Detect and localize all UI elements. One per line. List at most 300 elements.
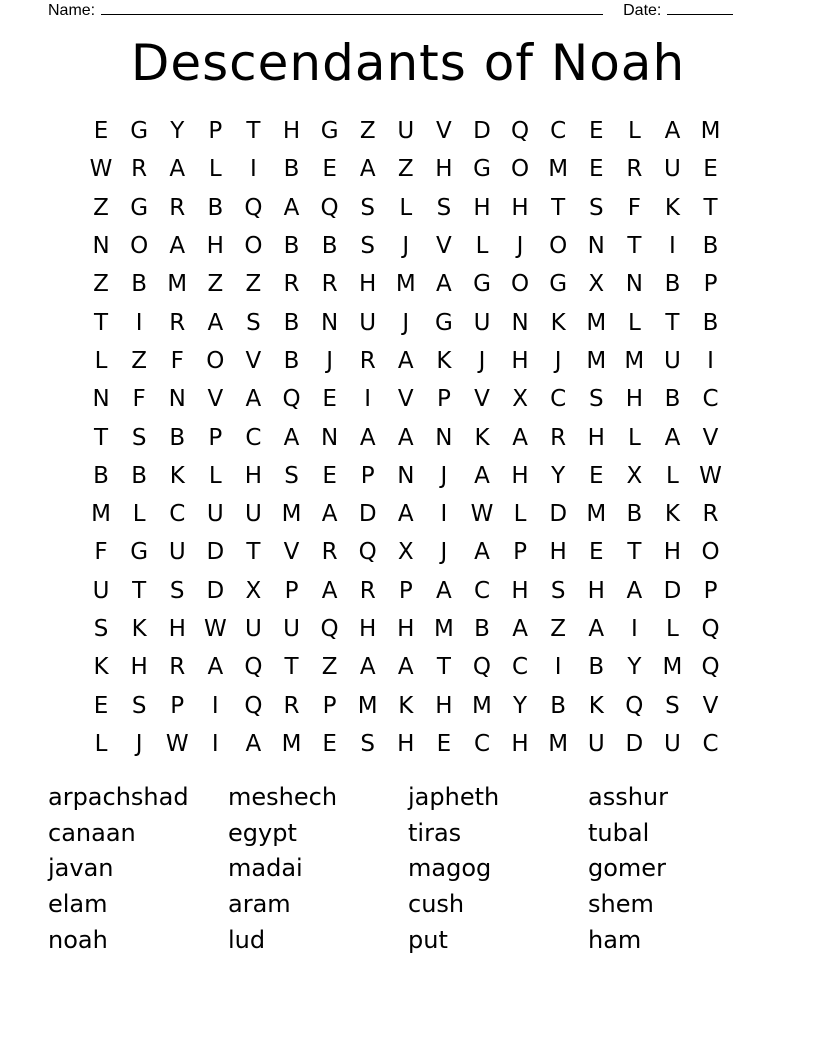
- grid-letter[interactable]: V: [436, 233, 452, 260]
- grid-letter[interactable]: Q: [320, 616, 339, 642]
- grid-letter[interactable]: Q: [282, 386, 301, 413]
- grid-letter[interactable]: S: [588, 194, 604, 221]
- grid-letter[interactable]: A: [169, 156, 186, 183]
- grid-letter[interactable]: U: [245, 501, 262, 528]
- grid-letter[interactable]: E: [93, 118, 109, 145]
- grid-letter[interactable]: T: [627, 233, 642, 260]
- grid-letter[interactable]: T: [246, 118, 261, 145]
- grid-letter[interactable]: I: [211, 730, 219, 757]
- grid-letter[interactable]: N: [435, 424, 453, 451]
- grid-letter[interactable]: Z: [245, 271, 262, 298]
- grid-letter[interactable]: M: [167, 271, 188, 298]
- grid-letter[interactable]: A: [359, 424, 376, 451]
- grid-letter[interactable]: P: [436, 386, 451, 413]
- grid-letter[interactable]: A: [474, 462, 490, 489]
- grid-letter[interactable]: H: [130, 654, 148, 681]
- grid-letter[interactable]: B: [131, 462, 148, 489]
- grid-letter[interactable]: Z: [550, 616, 567, 642]
- grid-letter[interactable]: M: [281, 730, 302, 757]
- grid-letter[interactable]: K: [93, 654, 109, 681]
- grid-letter[interactable]: P: [513, 539, 528, 566]
- grid-letter[interactable]: E: [588, 462, 604, 489]
- grid-letter[interactable]: R: [626, 156, 643, 183]
- grid-letter[interactable]: L: [208, 156, 222, 183]
- grid-letter[interactable]: M: [548, 730, 569, 757]
- grid-letter[interactable]: H: [282, 118, 301, 145]
- grid-letter[interactable]: R: [321, 539, 338, 566]
- grid-letter[interactable]: M: [433, 616, 454, 642]
- grid-letter[interactable]: I: [364, 386, 372, 413]
- grid-letter[interactable]: N: [321, 309, 339, 336]
- grid-letter[interactable]: C: [702, 730, 719, 757]
- grid-letter[interactable]: B: [550, 692, 567, 719]
- grid-letter[interactable]: T: [436, 654, 451, 681]
- grid-letter[interactable]: N: [625, 271, 643, 298]
- grid-letter[interactable]: N: [92, 233, 110, 260]
- date-blank-line[interactable]: [667, 0, 733, 15]
- grid-letter[interactable]: U: [587, 730, 605, 757]
- grid-letter[interactable]: R: [550, 424, 567, 451]
- grid-letter[interactable]: W: [89, 156, 113, 183]
- grid-letter[interactable]: R: [283, 692, 300, 719]
- grid-letter[interactable]: A: [359, 156, 376, 183]
- grid-letter[interactable]: E: [436, 730, 452, 757]
- grid-letter[interactable]: H: [397, 616, 415, 642]
- grid-letter[interactable]: H: [511, 194, 529, 221]
- grid-letter[interactable]: Z: [359, 118, 376, 145]
- grid-letter[interactable]: C: [702, 386, 719, 413]
- grid-letter[interactable]: V: [436, 118, 452, 145]
- word-bank-item: arpachshad: [48, 783, 189, 811]
- grid-letter[interactable]: O: [206, 347, 225, 374]
- grid-letter[interactable]: P: [398, 577, 413, 604]
- grid-letter[interactable]: U: [397, 118, 415, 145]
- grid-letter[interactable]: U: [168, 539, 186, 566]
- grid-letter[interactable]: N: [511, 309, 529, 336]
- grid-letter[interactable]: U: [664, 730, 681, 757]
- grid-letter[interactable]: T: [551, 194, 566, 221]
- grid-letter[interactable]: N: [168, 386, 186, 413]
- grid-letter[interactable]: E: [588, 118, 604, 145]
- grid-letter[interactable]: A: [207, 309, 224, 336]
- grid-letter[interactable]: O: [511, 156, 530, 183]
- grid-letter[interactable]: N: [92, 386, 110, 413]
- grid-letter[interactable]: W: [165, 730, 189, 757]
- grid-letter[interactable]: D: [663, 577, 682, 604]
- grid-letter[interactable]: H: [587, 577, 605, 604]
- grid-letter[interactable]: K: [474, 424, 490, 451]
- grid-letter[interactable]: V: [474, 386, 490, 413]
- grid-letter[interactable]: O: [244, 233, 263, 260]
- grid-letter[interactable]: L: [666, 462, 679, 489]
- grid-letter[interactable]: B: [702, 233, 719, 260]
- name-blank-line[interactable]: [101, 0, 603, 15]
- grid-letter[interactable]: I: [707, 347, 714, 374]
- grid-letter[interactable]: M: [662, 654, 683, 681]
- grid-letter[interactable]: L: [627, 424, 641, 451]
- grid-letter[interactable]: P: [322, 692, 337, 719]
- grid-letter[interactable]: U: [245, 616, 262, 642]
- grid-letter[interactable]: K: [588, 692, 604, 719]
- grid-letter[interactable]: Z: [397, 156, 414, 183]
- grid-letter[interactable]: M: [624, 347, 645, 374]
- grid-letter[interactable]: H: [511, 347, 529, 374]
- grid-letter[interactable]: P: [360, 462, 375, 489]
- grid-letter[interactable]: A: [436, 271, 452, 298]
- grid-letter[interactable]: G: [130, 118, 149, 145]
- grid-letter[interactable]: S: [360, 194, 375, 221]
- grid-letter[interactable]: G: [130, 194, 149, 221]
- grid-letter[interactable]: S: [665, 692, 680, 719]
- grid-letter[interactable]: Q: [472, 654, 492, 681]
- grid-row: [82, 342, 730, 380]
- grid-letter[interactable]: B: [664, 271, 681, 298]
- grid-letter[interactable]: H: [359, 616, 377, 642]
- grid-letter[interactable]: R: [702, 501, 719, 528]
- grid-letter[interactable]: S: [246, 309, 261, 336]
- grid-letter[interactable]: S: [169, 577, 185, 604]
- grid-letter[interactable]: E: [588, 156, 604, 183]
- grid-letter[interactable]: C: [550, 386, 567, 413]
- grid-letter[interactable]: N: [587, 233, 605, 260]
- grid-letter[interactable]: U: [206, 501, 224, 528]
- grid-letter[interactable]: K: [169, 462, 185, 489]
- grid-letter[interactable]: Z: [93, 271, 109, 298]
- grid-letter[interactable]: A: [512, 424, 528, 451]
- grid-letter[interactable]: D: [206, 539, 225, 566]
- grid-letter[interactable]: Y: [170, 118, 185, 145]
- grid-letter[interactable]: D: [549, 501, 568, 528]
- grid-letter[interactable]: Q: [244, 692, 263, 719]
- grid-letter[interactable]: Y: [513, 692, 528, 719]
- grid-letter[interactable]: L: [132, 501, 146, 528]
- grid-letter[interactable]: A: [664, 424, 681, 451]
- grid-letter[interactable]: U: [664, 347, 681, 374]
- grid-letter[interactable]: U: [283, 616, 300, 642]
- grid-letter[interactable]: B: [283, 347, 300, 374]
- grid-letter[interactable]: T: [132, 577, 147, 604]
- grid-letter[interactable]: F: [627, 194, 641, 221]
- grid-letter[interactable]: N: [321, 424, 339, 451]
- grid-letter[interactable]: U: [473, 309, 491, 336]
- grid-letter[interactable]: L: [627, 309, 641, 336]
- grid-letter[interactable]: X: [626, 462, 643, 489]
- word-bank-item: noah: [48, 925, 108, 954]
- grid-letter[interactable]: J: [478, 347, 486, 374]
- grid-letter[interactable]: V: [283, 539, 300, 566]
- grid-letter[interactable]: P: [703, 271, 718, 298]
- grid-letter[interactable]: Y: [627, 654, 642, 681]
- grid-letter[interactable]: A: [207, 654, 224, 681]
- grid-letter[interactable]: W: [699, 462, 722, 489]
- grid-letter[interactable]: A: [512, 616, 528, 642]
- grid-letter[interactable]: T: [246, 539, 261, 566]
- grid-letter[interactable]: A: [397, 424, 414, 451]
- grid-letter[interactable]: J: [440, 462, 448, 489]
- word-bank: [48, 780, 788, 958]
- grid-letter[interactable]: I: [669, 233, 676, 260]
- grid-letter[interactable]: K: [131, 616, 147, 642]
- grid-letter[interactable]: Q: [320, 194, 339, 221]
- grid-letter[interactable]: H: [244, 462, 263, 489]
- grid-letter[interactable]: R: [283, 271, 300, 298]
- grid-letter[interactable]: F: [94, 539, 108, 566]
- grid-letter[interactable]: J: [135, 730, 143, 757]
- grid-letter[interactable]: B: [626, 501, 643, 528]
- grid-letter[interactable]: D: [625, 730, 644, 757]
- grid-letter[interactable]: M: [91, 501, 111, 528]
- grid-letter[interactable]: A: [321, 577, 338, 604]
- grid-letter[interactable]: K: [664, 501, 680, 528]
- grid-letter[interactable]: P: [284, 577, 299, 604]
- grid-letter[interactable]: I: [250, 156, 257, 183]
- grid-letter[interactable]: D: [206, 577, 225, 604]
- grid-letter[interactable]: H: [511, 577, 529, 604]
- grid-letter[interactable]: M: [548, 156, 569, 183]
- grid-letter[interactable]: R: [169, 309, 186, 336]
- grid-letter[interactable]: S: [436, 194, 452, 221]
- grid-letter[interactable]: R: [169, 654, 186, 681]
- grid-letter[interactable]: Q: [244, 654, 263, 681]
- grid-letter[interactable]: H: [549, 539, 567, 566]
- grid-letter[interactable]: T: [284, 654, 299, 681]
- grid-letter[interactable]: E: [588, 539, 604, 566]
- grid-letter[interactable]: H: [359, 271, 377, 298]
- grid-letter[interactable]: Q: [358, 539, 377, 566]
- grid-letter[interactable]: P: [208, 424, 223, 451]
- grid-letter[interactable]: S: [550, 577, 566, 604]
- grid-letter[interactable]: T: [94, 309, 109, 336]
- grid-letter[interactable]: A: [626, 577, 643, 604]
- grid-letter[interactable]: D: [473, 118, 491, 145]
- grid-letter[interactable]: M: [586, 501, 607, 528]
- date-label: Date:: [623, 2, 662, 19]
- grid-letter[interactable]: I: [554, 654, 562, 681]
- grid-row: [82, 303, 730, 341]
- grid-letter[interactable]: G: [549, 271, 568, 298]
- grid-letter[interactable]: Z: [321, 654, 338, 681]
- grid-letter[interactable]: R: [359, 577, 376, 604]
- grid-letter[interactable]: T: [627, 539, 642, 566]
- grid-letter[interactable]: K: [436, 347, 452, 374]
- grid-letter[interactable]: H: [511, 462, 529, 489]
- grid-letter[interactable]: B: [664, 386, 681, 413]
- grid-letter[interactable]: B: [283, 233, 300, 260]
- grid-letter[interactable]: C: [512, 654, 529, 681]
- grid-letter[interactable]: G: [473, 271, 491, 298]
- grid-letter[interactable]: A: [245, 386, 262, 413]
- grid-letter[interactable]: B: [169, 424, 186, 451]
- grid-letter[interactable]: K: [398, 692, 414, 719]
- grid-letter[interactable]: M: [700, 118, 721, 145]
- grid-letter[interactable]: B: [93, 462, 109, 489]
- grid-letter[interactable]: I: [211, 692, 219, 719]
- grid-letter[interactable]: R: [359, 347, 376, 374]
- grid-letter[interactable]: S: [360, 233, 375, 260]
- grid-letter[interactable]: R: [131, 156, 148, 183]
- grid-letter[interactable]: B: [702, 309, 719, 336]
- grid-letter[interactable]: A: [588, 616, 605, 642]
- grid-letter[interactable]: A: [664, 118, 681, 145]
- grid-letter[interactable]: X: [512, 386, 528, 413]
- grid-letter[interactable]: W: [470, 501, 494, 528]
- grid-letter[interactable]: H: [435, 692, 453, 719]
- grid-letter[interactable]: M: [395, 271, 416, 298]
- grid-letter[interactable]: Y: [551, 462, 566, 489]
- grid-letter[interactable]: Z: [131, 347, 148, 374]
- grid-letter[interactable]: M: [281, 501, 302, 528]
- grid-letter[interactable]: H: [587, 424, 605, 451]
- grid-letter[interactable]: B: [321, 233, 338, 260]
- grid-letter[interactable]: G: [320, 118, 339, 145]
- grid-letter[interactable]: Z: [93, 194, 109, 221]
- grid-letter[interactable]: K: [664, 194, 680, 221]
- grid-letter[interactable]: I: [135, 309, 143, 336]
- grid-letter[interactable]: A: [321, 501, 338, 528]
- grid-letter[interactable]: M: [357, 692, 378, 719]
- grid-letter[interactable]: W: [203, 616, 227, 642]
- grid-letter[interactable]: S: [284, 462, 299, 489]
- word-bank-item: japheth: [408, 783, 500, 811]
- grid-letter[interactable]: L: [475, 233, 489, 260]
- grid-letter[interactable]: O: [130, 233, 149, 260]
- grid-letter[interactable]: A: [436, 577, 452, 604]
- grid-letter[interactable]: R: [321, 271, 338, 298]
- grid-letter[interactable]: C: [473, 730, 491, 757]
- grid-letter[interactable]: L: [94, 730, 108, 757]
- grid-letter[interactable]: X: [397, 539, 414, 566]
- grid-letter[interactable]: A: [245, 730, 262, 757]
- grid-letter[interactable]: U: [92, 577, 110, 604]
- grid-letter[interactable]: B: [588, 654, 605, 681]
- grid-letter[interactable]: C: [245, 424, 262, 451]
- grid-letter[interactable]: F: [170, 347, 184, 374]
- grid-letter[interactable]: V: [245, 347, 262, 374]
- grid-letter[interactable]: H: [511, 730, 529, 757]
- grid-letter[interactable]: E: [322, 730, 337, 757]
- grid-letter[interactable]: A: [169, 233, 186, 260]
- grid-letter[interactable]: T: [665, 309, 680, 336]
- grid-letter[interactable]: I: [630, 616, 638, 642]
- grid-letter[interactable]: G: [473, 156, 491, 183]
- grid-letter[interactable]: I: [440, 501, 448, 528]
- grid-letter[interactable]: C: [473, 577, 491, 604]
- grid-letter[interactable]: H: [473, 194, 491, 221]
- grid-letter[interactable]: A: [397, 501, 414, 528]
- grid-letter[interactable]: A: [283, 424, 300, 451]
- grid-letter[interactable]: A: [283, 194, 300, 221]
- grid-letter[interactable]: A: [359, 654, 376, 681]
- grid-letter[interactable]: E: [703, 156, 718, 183]
- grid-letter[interactable]: T: [94, 424, 109, 451]
- grid-letter[interactable]: F: [132, 386, 146, 413]
- grid-letter[interactable]: D: [358, 501, 377, 528]
- grid-letter[interactable]: L: [94, 347, 108, 374]
- grid-letter[interactable]: H: [206, 233, 224, 260]
- grid-letter[interactable]: Q: [625, 692, 644, 719]
- grid-letter[interactable]: L: [627, 118, 641, 145]
- grid-letter[interactable]: M: [472, 692, 492, 719]
- grid-letter[interactable]: A: [397, 347, 414, 374]
- grid-letter[interactable]: O: [549, 233, 568, 260]
- grid-letter[interactable]: O: [701, 539, 720, 566]
- grid-letter[interactable]: C: [169, 501, 186, 528]
- grid-letter[interactable]: B: [131, 271, 148, 298]
- grid-letter[interactable]: N: [397, 462, 415, 489]
- grid-letter[interactable]: Z: [207, 271, 224, 298]
- grid-letter[interactable]: Q: [244, 194, 263, 221]
- grid-letter[interactable]: J: [326, 347, 333, 374]
- grid-letter[interactable]: E: [322, 156, 337, 183]
- word-bank-item: cush: [408, 890, 465, 919]
- grid-letter[interactable]: S: [131, 424, 147, 451]
- grid-letter[interactable]: R: [169, 194, 186, 221]
- grid-letter[interactable]: Q: [701, 616, 720, 642]
- grid-letter[interactable]: V: [702, 424, 719, 451]
- grid-letter[interactable]: B: [283, 309, 300, 336]
- grid-letter[interactable]: X: [245, 577, 262, 604]
- grid-letter[interactable]: G: [434, 309, 453, 336]
- grid-letter[interactable]: S: [93, 616, 109, 642]
- grid-letter[interactable]: O: [511, 271, 530, 298]
- grid-letter[interactable]: J: [402, 233, 410, 260]
- grid-letter[interactable]: B: [207, 194, 224, 221]
- grid-letter[interactable]: J: [402, 309, 410, 336]
- grid-letter[interactable]: L: [666, 616, 679, 642]
- grid-letter[interactable]: B: [474, 616, 490, 642]
- grid-letter[interactable]: Q: [511, 118, 530, 145]
- grid-letter[interactable]: X: [588, 271, 605, 298]
- grid-letter[interactable]: P: [208, 118, 223, 145]
- grid-letter[interactable]: J: [440, 539, 448, 566]
- grid-letter[interactable]: U: [664, 156, 681, 183]
- grid-letter[interactable]: L: [399, 194, 413, 221]
- grid-letter[interactable]: P: [703, 577, 718, 604]
- grid-letter[interactable]: L: [513, 501, 527, 528]
- grid-letter[interactable]: A: [397, 654, 414, 681]
- grid-letter[interactable]: P: [170, 692, 185, 719]
- grid-letter[interactable]: H: [168, 616, 186, 642]
- grid-letter[interactable]: J: [516, 233, 524, 260]
- grid-letter[interactable]: L: [208, 462, 222, 489]
- grid-letter[interactable]: H: [663, 539, 682, 566]
- grid-letter[interactable]: V: [207, 386, 224, 413]
- grid-letter[interactable]: A: [474, 539, 490, 566]
- grid-letter[interactable]: S: [360, 730, 375, 757]
- grid-letter[interactable]: E: [322, 462, 337, 489]
- grid-letter[interactable]: Q: [701, 654, 720, 681]
- grid-letter[interactable]: B: [283, 156, 300, 183]
- grid-letter[interactable]: S: [131, 692, 147, 719]
- grid-letter[interactable]: M: [586, 347, 607, 374]
- grid-letter[interactable]: V: [702, 692, 719, 719]
- grid-letter[interactable]: E: [93, 692, 109, 719]
- grid-letter[interactable]: G: [130, 539, 149, 566]
- grid-letter[interactable]: C: [550, 118, 567, 145]
- grid-letter[interactable]: V: [397, 386, 414, 413]
- grid-letter[interactable]: K: [550, 309, 566, 336]
- grid-letter[interactable]: T: [703, 194, 718, 221]
- grid-letter[interactable]: H: [625, 386, 643, 413]
- grid-letter[interactable]: U: [359, 309, 377, 336]
- grid-letter[interactable]: S: [588, 386, 604, 413]
- grid-letter[interactable]: J: [554, 347, 562, 374]
- grid-letter[interactable]: E: [322, 386, 337, 413]
- grid-letter[interactable]: H: [435, 156, 453, 183]
- grid-letter[interactable]: H: [397, 730, 415, 757]
- grid-letter[interactable]: M: [586, 309, 607, 336]
- word-search-grid: [82, 112, 730, 763]
